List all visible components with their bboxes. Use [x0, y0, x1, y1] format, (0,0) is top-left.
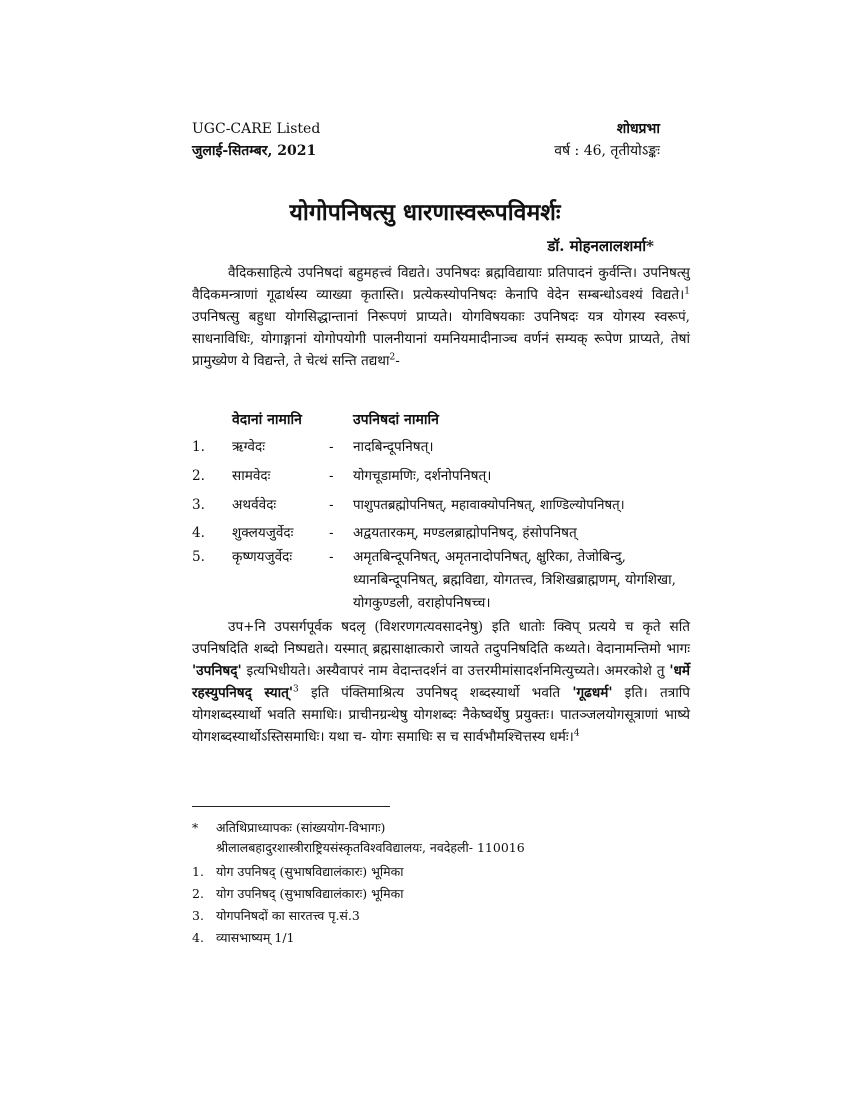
- row-dash: -: [329, 549, 334, 565]
- footnote-text: योग उपनिषद् (सुभाषविद्यालंकारः) भूमिका: [216, 886, 404, 901]
- row-number: 4.: [192, 525, 205, 541]
- body-text-3: इति पंक्तिमाश्रित्य उपनिषद् शब्दस्यार्थो भवति: [298, 685, 573, 701]
- row-dash: -: [329, 468, 334, 484]
- term-gudhadharma: 'गूढधर्म': [572, 685, 613, 701]
- journal-name: शोधप्रभा: [616, 121, 660, 137]
- footnote-mark: 3.: [192, 908, 204, 923]
- veda-name: सामवेदः: [232, 468, 271, 484]
- amarakosha-quote: 'धर्मे रहस्युपनिषद् स्यात्': [192, 663, 690, 701]
- footnote-ref-1: 1: [684, 286, 690, 297]
- body-text-1: उप+नि उपसर्गपूर्वक षदलृ (विशरणगत्यवसादनेषु) इति धातोः क्विप् प्रत्यये च कृते सति उपनिषदिति शब्दो निष्पद्यते। यस्मात् ब्रह्मसाक्षात्कारो जायते तदुपनिषदिति कथ्यते। वेदानामन्तिमो भागः: [192, 619, 690, 657]
- footnote-text: व्यासभाष्यम् 1/1: [216, 930, 295, 945]
- upanishad-names: अमृतबिन्दूपनिषत्, अमृतनादोपनिषत्, क्षुरिका, तेजोबिन्दु, ध्यानबिन्दूपनिषत्, ब्रह्मविद्या, योगतत्त्व, त्रिशिखब्राह्मणम्, योगशिखा, योगकुण्डली, वराहोपनिषच्च।: [353, 549, 676, 611]
- upanishad-names: नादबिन्दूपनिषत्।: [353, 439, 434, 455]
- intro-text-1: वैदिकसाहित्ये उपनिषदां बहुमहत्त्वं विद्यते। उपनिषदः ब्रह्मविद्यायाः प्रतिपादनं कुर्वन्ति। उपनिषत्सु वैदिकमन्त्राणां गूढार्थस्य व्याख्या कृतास्ति। प्रत्येकस्योपनिषदः केनापि वेदेन सम्बन्धोऽवश्यं विद्यते।: [192, 265, 690, 303]
- table-header-upanishads: उपनिषदां नामानि: [353, 412, 439, 428]
- body-paragraph: [192, 616, 690, 748]
- upanishad-names: अद्वयतारकम्, मण्डलब्राह्मोपनिषद्, हंसोपनिषत्: [353, 525, 577, 541]
- veda-name: अथर्ववेदः: [232, 497, 277, 513]
- row-number: 3.: [192, 497, 205, 513]
- row-dash: -: [329, 525, 334, 541]
- term-upanishad: 'उपनिषद्': [192, 663, 242, 679]
- footnote-mark: *: [192, 820, 199, 835]
- footnote-ref-4: 4: [573, 728, 580, 739]
- author-name: डॉ. मोहनलालशर्मा*: [547, 237, 654, 255]
- volume-issue: वर्ष : 46, तृतीयोऽङ्कः: [554, 143, 660, 159]
- footnote-mark: 2.: [192, 886, 204, 901]
- footnote-text: योगपनिषदों का सारतत्त्व पृ.सं.3: [216, 908, 360, 923]
- footnote-ref-3: 3: [293, 684, 299, 695]
- author-position: अतिथिप्राध्यापकः (सांख्ययोग-विभागः): [216, 820, 386, 835]
- row-number: 5.: [192, 549, 205, 565]
- article-title: योगोपनिषत्सु धारणास्वरूपविमर्शः: [289, 199, 561, 226]
- row-dash: -: [329, 439, 334, 455]
- table-header-vedas: वेदानां नामानि: [232, 412, 302, 428]
- row-number: 1.: [192, 439, 205, 455]
- upanishad-names: योगचूडामणिः, दर्शनोपनिषत्।: [353, 468, 492, 484]
- veda-name: कृष्णयजुर्वेदः: [232, 549, 293, 565]
- intro-text-3: -: [395, 353, 400, 369]
- intro-text-2: उपनिषत्सु बहुधा योगसिद्धान्तानां निरूपणं प्राप्यते। योगविषयकाः उपनिषदः यत्र योगस्य स्वरूपं, साधनाविधिः, योगाङ्गानां योगोपयोगी पालनीयानां यमनियमादीनाञ्च वर्णनं सम्यक् रूपेण प्राप्यते, तेषां प्रामुख्येण ये विद्यन्ते, ते चेत्थं सन्ति तद्यथा: [192, 309, 690, 369]
- footnote-ref-2: 2: [389, 352, 396, 363]
- intro-paragraph: [192, 262, 690, 372]
- row-number: 2.: [192, 468, 205, 484]
- footnote-text: योग उपनिषद् (सुभाषविद्यालंकारः) भूमिका: [216, 864, 404, 879]
- footnote-divider: [192, 806, 390, 807]
- upanishad-names: पाशुपतब्रह्मोपनिषत्, महावाक्योपनिषत्, शाण्डिल्योपनिषत्।: [353, 498, 625, 513]
- journal-listing-label: UGC-CARE Listed: [192, 121, 321, 137]
- issue-period: जुलाई-सितम्बर, 2021: [192, 143, 317, 159]
- body-text-4: इति। तत्रापि योगशब्दस्यार्थो भवति समाधिः। प्राचीनग्रन्थेषु योगशब्दः नैकेष्वर्थेषु प्रयुक्तः। पातञ्जलयोगसूत्राणां भाष्ये योगशब्दस्यार्थोऽस्तिसमाधिः। यथा च- योगः समाधिः स च सार्वभौमश्चित्तस्य धर्मः।: [192, 685, 690, 745]
- veda-name: शुक्लयजुर्वेदः: [232, 525, 294, 541]
- veda-name: ऋग्वेदः: [232, 439, 265, 455]
- footnote-mark: 4.: [192, 930, 204, 945]
- author-affiliation: श्रीलालबहादुरशास्त्रीराष्ट्रियसंस्कृतविश्वविद्यालयः, नवदेहली- 110016: [216, 840, 525, 855]
- footnote-mark: 1.: [192, 864, 204, 879]
- body-text-2: इत्यभिधीयते। अस्यैवापरं नाम वेदान्तदर्शनं वा उत्तरमीमांसादर्शनमित्युच्यते। अमरकोशे तु: [241, 663, 670, 679]
- row-dash: -: [329, 497, 334, 513]
